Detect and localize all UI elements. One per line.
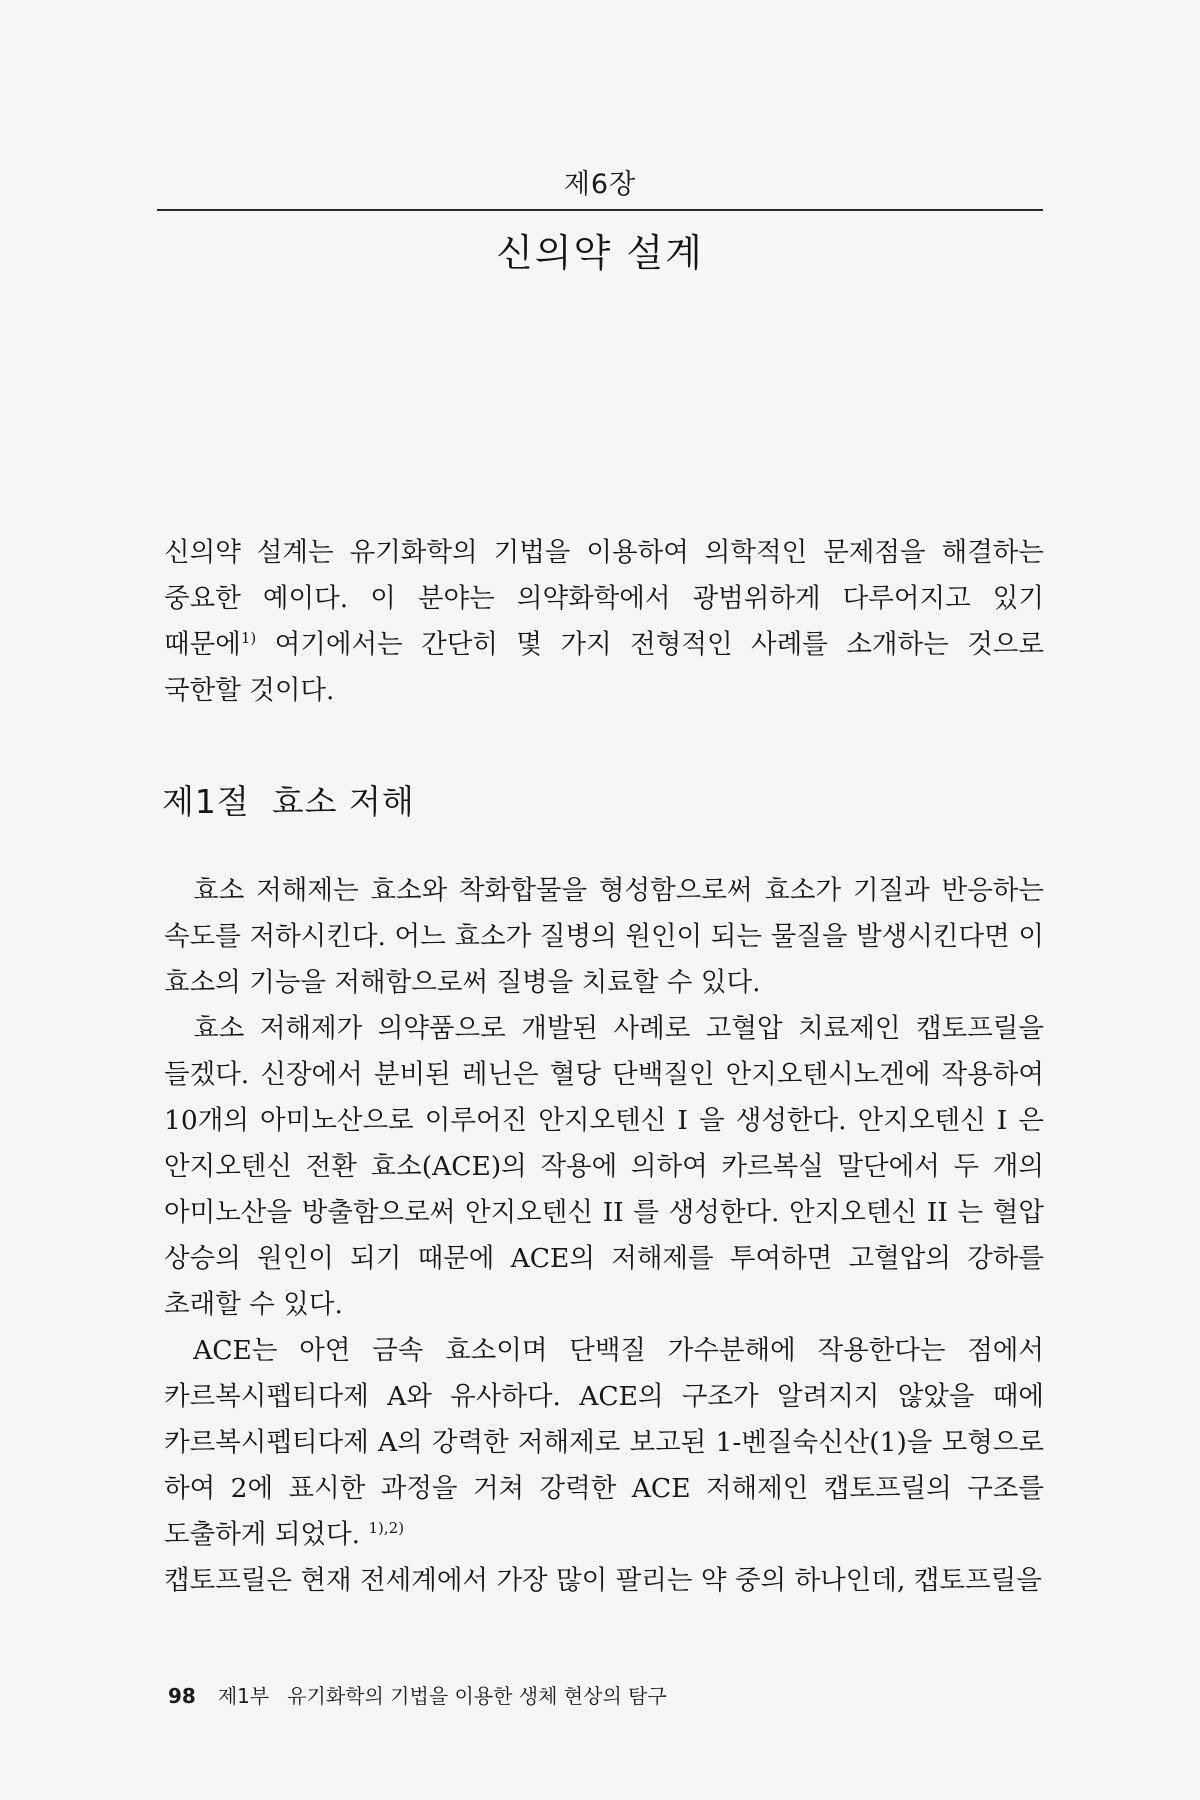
intro-paragraph (164, 530, 1044, 714)
chapter-divider (157, 209, 1043, 211)
footnote-ref: 1),2) (368, 1519, 405, 1538)
section-number: 제1절 (162, 782, 250, 821)
chapter-label: 제6장 (563, 169, 637, 200)
footer-part: 제1부 (217, 1684, 270, 1708)
page-footer (168, 1680, 667, 1709)
chapter-title: 신의약 설계 (496, 231, 704, 275)
body-paragraph: 효소 저해제는 효소와 착화합물을 형성함으로써 효소가 기질과 반응하는 속도를 저하시킨다. 어느 효소가 질병의 원인이 되는 물질을 발생시킨다면 이 효소의 기능을 저해함으로써 질병을 치료할 수 있다. (164, 875, 1044, 998)
section-body (164, 868, 1044, 1604)
intro-text-continued: 여기에서는 간단히 몇 가지 전형적인 사례를 소개하는 것으로 국한할 것이다. (164, 629, 1044, 706)
body-paragraph-text: ACE는 아연 금속 효소이며 단백질 가수분해에 작용한다는 점에서 카르복시펩티다제 A와 유사하다. ACE의 구조가 알려지지 않았을 때에 카르복시펩티다제 A의 강력한 저해제로 보고된 1-벤질숙신산(1)을 모형으로 하여 2에 표시한 과정을 거쳐 강력한 ACE 저해제인 캡토프릴의 구조를 도출하게 되었다. (164, 1335, 1044, 1550)
body-paragraph: 효소 저해제가 의약품으로 개발된 사례로 고혈압 치료제인 캡토프릴을 들겠다. 신장에서 분비된 레닌은 혈당 단백질인 안지오텐시노겐에 작용하여 10개의 아미노산으로 이루어진 안지오텐신 I 을 생성한다. 안지오텐신 I 은 안지오텐신 전환 효소(ACE)의 작용에 의하여 카르복실 말단에서 두 개의 아미노산을 방출함으로써 안지오텐신 II 를 생성한다. 안지오텐신 II 는 혈압 상승의 원인이 되기 때문에 ACE의 저해제를 투여하면 고혈압의 강하를 초래할 수 있다. (164, 1013, 1044, 1320)
page-number: 98 (168, 1684, 196, 1708)
footer-part-title: 유기화학의 기법을 이용한 생체 현상의 탐구 (287, 1684, 667, 1708)
footnote-ref: 1) (240, 629, 257, 648)
body-paragraph: 캡토프릴은 현재 전세계에서 가장 많이 팔리는 약 중의 하나인데, 캡토프릴을 (164, 1565, 1042, 1596)
body-paragraph (164, 1328, 1044, 1558)
section-heading (162, 776, 415, 823)
section-title: 효소 저해 (271, 782, 415, 821)
intro-text: 신의약 설계는 유기화학의 기법을 이용하여 의학적인 문제점을 해결하는 중요한 예이다. 이 분야는 의약화학에서 광범위하게 다루어지고 있기 때문에 (164, 537, 1044, 660)
